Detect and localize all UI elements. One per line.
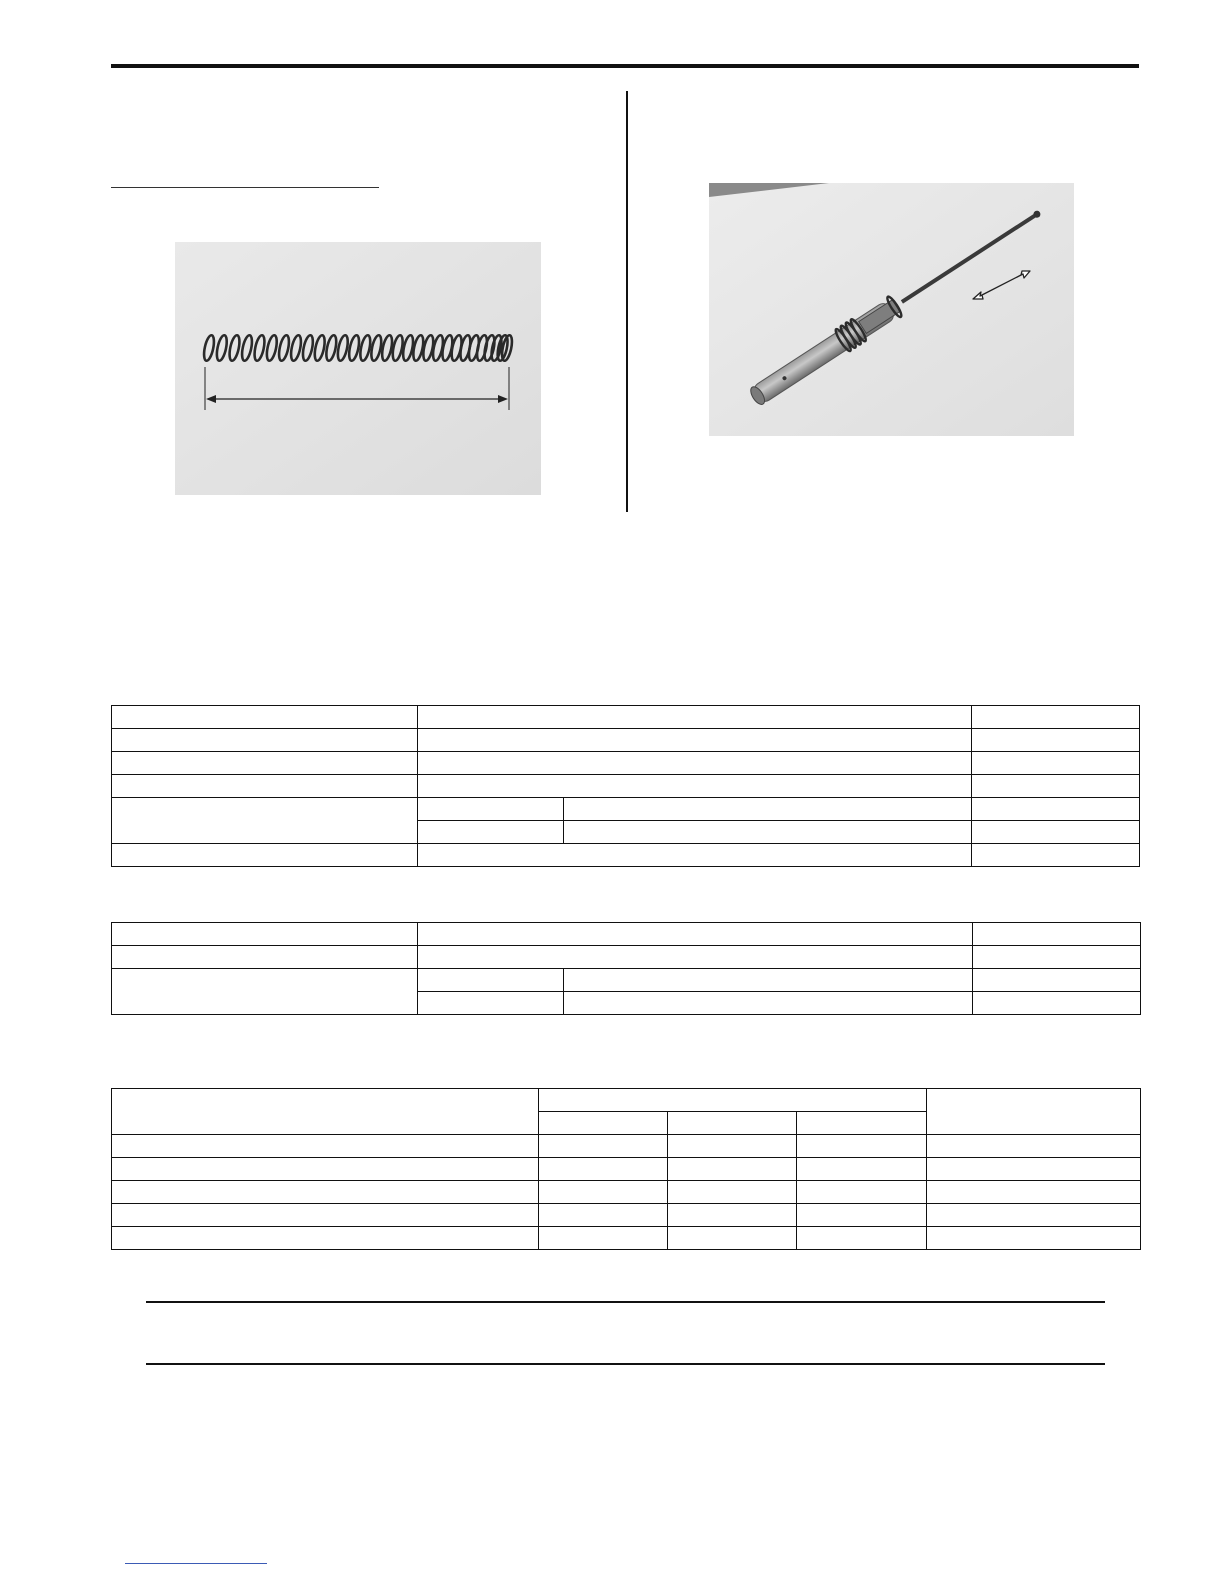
table-row bbox=[112, 1204, 1141, 1227]
table-cell bbox=[539, 1227, 668, 1250]
table-row bbox=[112, 752, 1140, 775]
table-row bbox=[112, 1158, 1141, 1181]
table-row bbox=[112, 1089, 1141, 1112]
table-row bbox=[112, 729, 1140, 752]
table-cell bbox=[112, 1135, 539, 1158]
table-cell bbox=[972, 798, 1140, 821]
table-cell bbox=[418, 923, 973, 946]
table-cell bbox=[668, 1204, 797, 1227]
table-cell bbox=[797, 1158, 927, 1181]
fork-spring-illustration bbox=[175, 242, 541, 495]
table-cell bbox=[539, 1112, 668, 1135]
table-cell bbox=[797, 1204, 927, 1227]
table-cell bbox=[418, 729, 972, 752]
table-cell bbox=[418, 844, 972, 867]
table-cell bbox=[418, 706, 972, 729]
table-cell bbox=[927, 1181, 1141, 1204]
table-cell bbox=[539, 1089, 927, 1112]
table-cell bbox=[112, 1204, 539, 1227]
spec-table-3 bbox=[111, 1088, 1141, 1250]
table-cell bbox=[418, 752, 972, 775]
table-cell bbox=[972, 844, 1140, 867]
spec-table-2 bbox=[111, 922, 1141, 1015]
table-cell bbox=[927, 1158, 1141, 1181]
table-cell bbox=[668, 1181, 797, 1204]
table-row bbox=[112, 923, 1141, 946]
table-cell bbox=[797, 1112, 927, 1135]
table-row bbox=[112, 844, 1140, 867]
table-cell bbox=[972, 729, 1140, 752]
table-row bbox=[112, 946, 1141, 969]
table-cell bbox=[797, 1181, 927, 1204]
table-cell bbox=[797, 1227, 927, 1250]
table-cell bbox=[927, 1204, 1141, 1227]
table-cell bbox=[539, 1158, 668, 1181]
table-cell bbox=[112, 1158, 539, 1181]
table-cell bbox=[112, 1089, 539, 1135]
table-cell bbox=[418, 775, 972, 798]
table-cell bbox=[112, 752, 418, 775]
table-cell bbox=[972, 775, 1140, 798]
table-cell bbox=[112, 1181, 539, 1204]
column-divider bbox=[626, 91, 628, 512]
table-cell bbox=[927, 1227, 1141, 1250]
table-cell bbox=[564, 821, 972, 844]
table-cell bbox=[112, 798, 418, 844]
table-cell bbox=[418, 969, 564, 992]
table-row bbox=[112, 798, 1140, 821]
table-cell bbox=[564, 992, 973, 1015]
table-cell bbox=[539, 1181, 668, 1204]
table-cell bbox=[927, 1089, 1141, 1135]
table-row bbox=[112, 1135, 1141, 1158]
table-cell bbox=[972, 706, 1140, 729]
table-cell bbox=[564, 969, 973, 992]
table-cell bbox=[668, 1135, 797, 1158]
footer-link[interactable] bbox=[125, 1553, 267, 1564]
table-cell bbox=[112, 1227, 539, 1250]
table-cell bbox=[112, 729, 418, 752]
spec-table-1 bbox=[111, 705, 1140, 867]
table-cell bbox=[668, 1158, 797, 1181]
table-cell bbox=[973, 923, 1141, 946]
table-cell bbox=[797, 1135, 927, 1158]
note-rule-bottom bbox=[146, 1363, 1105, 1365]
table-cell bbox=[668, 1112, 797, 1135]
table-cell bbox=[972, 821, 1140, 844]
table-cell bbox=[112, 923, 418, 946]
table-row bbox=[112, 706, 1140, 729]
note-rule-top bbox=[146, 1301, 1105, 1303]
table-cell bbox=[539, 1204, 668, 1227]
damper-rod-illustration bbox=[709, 183, 1074, 436]
table-cell bbox=[112, 844, 418, 867]
table-cell bbox=[418, 821, 564, 844]
table-row bbox=[112, 1227, 1141, 1250]
table-row bbox=[112, 775, 1140, 798]
table-cell bbox=[418, 992, 564, 1015]
header-rule bbox=[111, 64, 1139, 68]
table-cell bbox=[112, 969, 418, 1015]
table-row bbox=[112, 1181, 1141, 1204]
table-cell bbox=[973, 992, 1141, 1015]
fork-spring-photo bbox=[175, 242, 541, 495]
table-cell bbox=[418, 946, 973, 969]
table-cell bbox=[927, 1135, 1141, 1158]
table-cell bbox=[972, 752, 1140, 775]
table-cell bbox=[668, 1227, 797, 1250]
table-row bbox=[112, 969, 1141, 992]
heading-underline bbox=[111, 187, 379, 188]
table-cell bbox=[973, 969, 1141, 992]
table-cell bbox=[973, 946, 1141, 969]
table-cell bbox=[112, 706, 418, 729]
table-cell bbox=[112, 775, 418, 798]
table-cell bbox=[112, 946, 418, 969]
damper-rod-photo bbox=[709, 183, 1074, 436]
table-cell bbox=[418, 798, 564, 821]
table-cell bbox=[564, 798, 972, 821]
table-cell bbox=[539, 1135, 668, 1158]
